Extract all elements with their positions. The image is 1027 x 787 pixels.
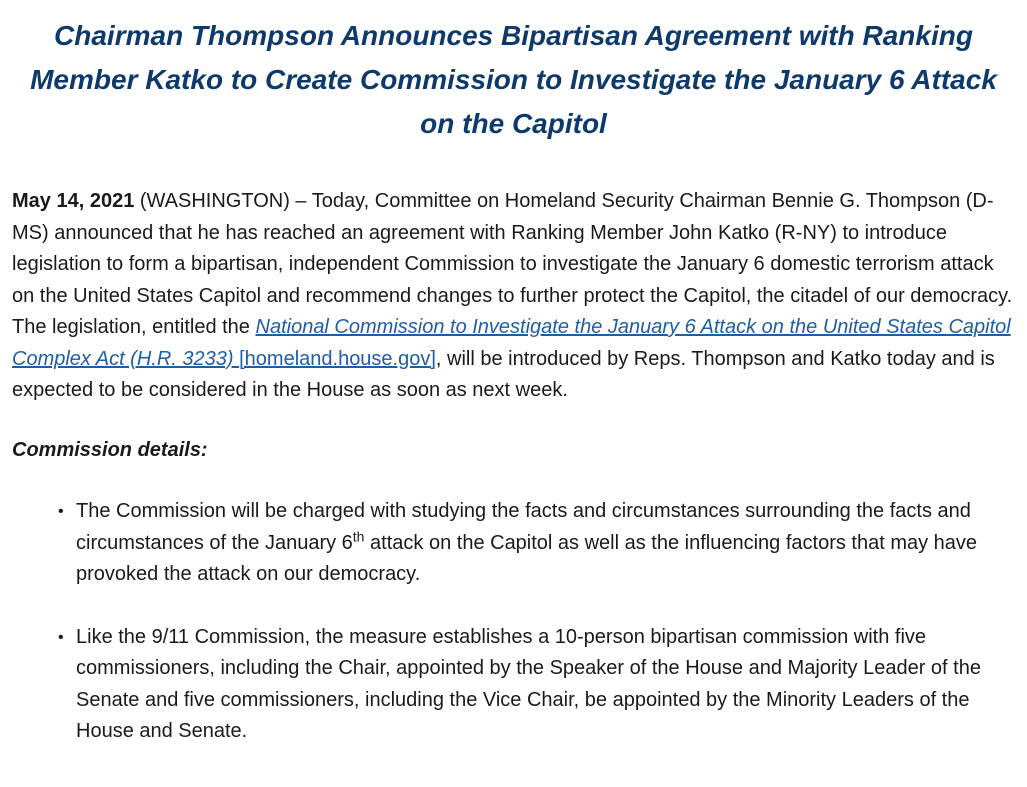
- release-date: May 14, 2021: [12, 190, 135, 212]
- list-item-text: Like the 9/11 Commission, the measure establishes a 10-person bipartisan commission with five commissioners, including the Chair, appointed by the Speaker of the House and Majority Leader of the Senate and five commissioners, including the Vice Chair, be appointed by the Minority Leaders of the House and Senate.: [76, 625, 981, 742]
- release-body-paragraph: [12, 186, 1015, 407]
- bill-link[interactable]: National Commission to Investigate the January 6 Attack on the United States Capitol Complex Act (H.R. 3233): [12, 316, 1011, 370]
- bullet-icon: •: [58, 503, 64, 520]
- homeland-house-gov-link[interactable]: [homeland.house.gov]: [239, 347, 436, 370]
- commission-details-list: [12, 496, 1015, 748]
- release-outro-text: , will be introduced by Reps. Thompson and Katko today and is expected to be considered in the House as soon as next week.: [12, 347, 995, 401]
- release-intro-text: (WASHINGTON) – Today, Committee on Homeland Security Chairman Bennie G. Thompson (D-MS) announced that he has reached an agreement with Ranking Member John Katko (R-NY) to introduce legislation to form a bipartisan, independent Commission to investigate the January 6 domestic terrorism attack on the United States Capitol and recommend changes to further protect the Capitol, the citadel of our democracy. The legislation, entitled the: [12, 190, 1013, 338]
- bullet-icon: •: [58, 628, 64, 646]
- list-item: [58, 496, 1015, 591]
- page-title: Chairman Thompson Announces Bipartisan Agreement with Ranking Member Katko to Create Commission to Investigate the January 6 Attack on the Capitol: [30, 20, 997, 139]
- list-item: [58, 622, 1015, 748]
- ordinal-suffix: th: [352, 527, 365, 544]
- list-item-text: The Commission will be charged with studying the facts and circumstances surrounding the facts and circumstances of the January 6: [76, 500, 971, 554]
- commission-details-heading: Commission details:: [12, 438, 208, 461]
- list-item-text: attack on the Capitol as well as the influencing factors that may have provoked the attack on our democracy.: [76, 531, 978, 585]
